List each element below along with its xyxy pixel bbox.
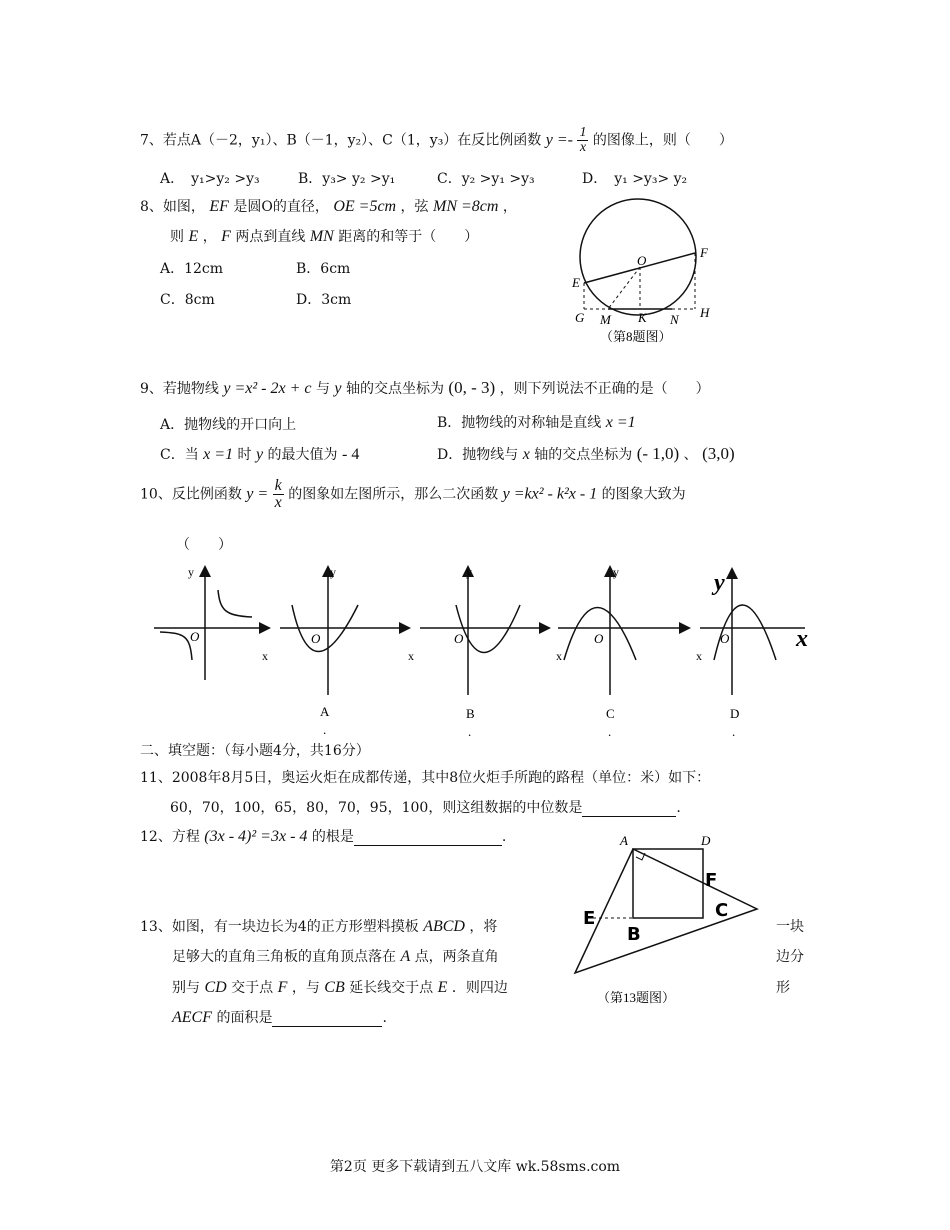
q10-ga-xlabel: x [262, 649, 268, 663]
q8-dashed-om [608, 267, 640, 309]
q7-stem [140, 126, 733, 155]
q7-option-d: D． y₁ >y₃> y₂ [582, 171, 688, 187]
q10-gc-xlabel: x [556, 649, 562, 663]
q9-option-d [437, 444, 735, 464]
q10-ga-origin: O [311, 631, 321, 646]
q9-opt-b-text: B．抛物线的对称轴是直线 [437, 415, 602, 431]
q9-stem-d: ，则下列说法不正确的是（ ） [499, 381, 710, 397]
q8-label-k: K [638, 310, 647, 325]
q9-option-c [160, 444, 359, 464]
q10-paren: （ ） [176, 537, 232, 553]
q9-opt-d-m2: (- 1,0) [636, 444, 680, 463]
q13-line1-a: 13、如图，有一块边长为4的正方形塑料摸板 [140, 919, 419, 935]
q9-stem-b: 与 [315, 381, 330, 397]
q8-figure [560, 195, 730, 350]
section2-title: 二、填空题：（每小题4分，共16分） [140, 743, 370, 759]
q9-opt-c-m1: x =1 [203, 446, 234, 463]
q8-line1-b: 是圆O的直径， [233, 199, 329, 215]
q13-line1 [140, 916, 497, 936]
q8-mn2: MN [309, 228, 334, 245]
q13-line1-b: ，将 [469, 919, 498, 935]
q8-label-n: N [670, 312, 679, 327]
q13-a: A [400, 948, 411, 965]
q13-line4 [172, 1007, 387, 1027]
q7-option-b: B．y₃> y₂ >y₁ [298, 171, 396, 187]
q10-choice-b-dot: . [468, 724, 472, 739]
q10-graph-b [408, 565, 548, 739]
q12-eq: (3x - 4)² =3x - 4 [204, 828, 308, 845]
q13-label-e: E [583, 908, 596, 929]
q13-triangle [575, 849, 757, 973]
q10-graph-d [696, 570, 808, 739]
q9-stem [140, 378, 710, 398]
q10-eq: y =kx² - k²x - 1 [502, 485, 598, 503]
page-footer: 第2页 更多下载请到五八文库 wk.58sms.com [329, 1159, 621, 1175]
q9-opt-c-t1: C．当 [160, 447, 199, 463]
q10-graphs [140, 560, 830, 745]
q7-func-lhs: y =- [545, 131, 573, 149]
q13-label-f: F [705, 870, 718, 891]
q9-opt-c-t3: 的最大值为 [267, 447, 338, 463]
q8-line2-c: 两点到直线 [235, 229, 306, 245]
q10-gb-ylabel: y [466, 565, 472, 579]
q11-line1: 11、2008年8月5日，奥运火炬在成都传递，其中8位火炬手所跑的路程（单位：米）如下： [140, 770, 711, 786]
q13-line3 [172, 977, 508, 997]
q8-label-o: O [637, 253, 647, 268]
q8-label-h: H [700, 305, 710, 320]
q7-fraction [577, 126, 588, 155]
q8-label-g: G [575, 310, 585, 325]
q10-graph-c [556, 565, 688, 739]
q10-gd-xlabel: x [796, 626, 808, 652]
q11-line2-text: 60，70，100，65，80，70，95，100，则这组数据的中位数是 [170, 800, 583, 816]
q7-stem-a: 7、若点A（－2，y₁）、B（－1，y₂）、C（1，y₃）在反比例函数 [140, 132, 542, 149]
q8-line2 [170, 226, 478, 246]
q10-choice-b: B [466, 706, 475, 721]
q13-line3-d: 延长线交于点 [349, 980, 434, 996]
q13-answer-blank[interactable] [272, 1012, 382, 1027]
q8-line2-d: 距离的和等于（ ） [338, 229, 479, 245]
q8-label-m: M [600, 312, 611, 327]
q13-label-b: B [627, 924, 641, 945]
q13-figure [565, 830, 770, 1010]
q13-line2-tail: 边分 [776, 949, 804, 965]
q13-line3-e: ．则四边 [451, 980, 508, 996]
q13-line3-a: 别与 [172, 980, 200, 996]
q10-stem-c: 的图象大致为 [601, 486, 686, 503]
q13-caption: （第13题图） [597, 990, 676, 1005]
q11-end: . [676, 800, 681, 816]
q8-e: E [188, 228, 199, 245]
q9-opt-b-math: x =1 [605, 414, 636, 431]
q10-fraction [273, 478, 284, 511]
q9-opt-d-m3: (3,0) [702, 444, 735, 463]
q13-line2 [172, 946, 499, 966]
q10-gc-origin: O [594, 631, 604, 646]
q9-opt-c-m2: y [255, 446, 264, 463]
q13-line2-b: 点，两条直角 [414, 949, 499, 965]
q12-answer-blank[interactable] [354, 831, 502, 846]
q9-eq: y =x² - 2x + c [223, 380, 312, 397]
q10-frac-num: k [274, 477, 282, 494]
q9-stem-a: 9、若抛物线 [140, 381, 219, 397]
q8-line1-d: ， [502, 199, 517, 215]
q13-e: E [437, 979, 448, 996]
q10-lhs: y = [246, 485, 269, 503]
q10-graph-hyperbola [154, 565, 268, 680]
q13-cb: CB [324, 979, 345, 996]
q10-stem [140, 478, 686, 511]
q10-stem-b: 的图象如左图所示，那么二次函数 [288, 486, 499, 503]
q10-choice-a: A [320, 704, 330, 719]
q10-frac-den: x [274, 494, 282, 511]
q13-aecf: AECF [172, 1009, 212, 1026]
q10-choice-c-dot: . [608, 724, 612, 739]
q13-line4-b: 的面积是 [216, 1010, 273, 1026]
q7-stem-b: 的图像上，则（ ） [592, 132, 733, 149]
q8-line2-a: 则 [170, 229, 184, 245]
q13-line3-tail: 形 [776, 980, 790, 996]
q13-label-d: D [701, 833, 711, 848]
q13-line3-c: ，与 [291, 980, 320, 996]
q13-line3-b: 交于点 [231, 980, 274, 996]
q12-end: . [501, 829, 507, 845]
q7-frac-den: x [579, 140, 587, 155]
q10-gd-origin: O [720, 631, 730, 646]
q9-opt-d-t2: 轴的交点坐标为 [534, 447, 633, 463]
q13-cd: CD [204, 979, 227, 996]
q10-gd-xlabel-small: x [696, 649, 702, 663]
q13-abcd: ABCD [423, 918, 465, 935]
q10-stem-a: 10、反比例函数 [140, 486, 242, 503]
q9-opt-d-t3: 、 [683, 447, 698, 463]
q10-choice-c: C [606, 706, 615, 721]
q10-choice-d: D [730, 706, 740, 721]
q13-f: F [277, 979, 288, 996]
q13-square [633, 849, 703, 918]
q10-gd-ylabel: y [714, 570, 725, 596]
q9-option-b [437, 412, 636, 432]
q9-opt-c-m3: - 4 [342, 446, 360, 463]
q8-label-f: F [700, 245, 708, 260]
q10-gc-ylabel: y [613, 565, 619, 579]
q10-gb-xlabel: x [408, 649, 414, 663]
q13-end: . [382, 1010, 387, 1026]
q8-option-c: C．8cm [160, 292, 215, 308]
q13-line2-a: 足够大的直角三角板的直角顶点落在 [172, 949, 396, 965]
q10-gb-origin: O [454, 631, 464, 646]
q8-f: F [221, 228, 231, 245]
q8-caption: （第8题图） [600, 329, 672, 344]
q8-label-e: E [572, 275, 580, 290]
q12-stem-b: 的根是 [311, 829, 354, 845]
q8-line1 [140, 196, 517, 216]
q8-line2-b: ， [202, 229, 217, 245]
q9-option-a: A．抛物线的开口向上 [160, 417, 297, 433]
q8-line1-a: 8、如图， [140, 199, 205, 215]
q10-g0-ylabel: y [188, 565, 194, 579]
q7-option-a: A． y₁>y₂ >y₃ [160, 171, 260, 187]
q9-opt-c-t2: 时 [237, 447, 252, 463]
q8-line1-c: ，弦 [400, 199, 429, 215]
q7-option-c: C．y₂ >y₁ >y₃ [437, 171, 535, 187]
q8-ef: EF [209, 198, 229, 215]
q13-label-a: A [620, 833, 628, 848]
q8-option-a: A．12cm [160, 261, 224, 277]
q9-y: y [334, 380, 342, 397]
q7-frac-num: 1 [579, 125, 587, 140]
q8-option-d: D．3cm [296, 292, 352, 308]
q8-oe: OE =5cm [333, 198, 397, 215]
q10-choice-d-dot: . [732, 724, 736, 739]
q8-option-b: B．6cm [296, 261, 351, 277]
q12-stem-a: 12、方程 [140, 829, 200, 845]
q9-opt-d-t1: D．抛物线与 [437, 447, 519, 463]
q10-choice-a-dot: . [323, 722, 327, 737]
q10-graph-a [262, 565, 408, 737]
q12-line [140, 826, 506, 846]
q9-opt-d-m1: x [522, 446, 530, 463]
q13-line1-tail: 一块 [776, 919, 804, 935]
q8-mn: MN =8cm [433, 198, 499, 215]
q10-g0-origin: O [190, 629, 200, 644]
q9-stem-c: 轴的交点坐标为 [345, 381, 444, 397]
q10-ga-ylabel: y [330, 565, 336, 579]
q11-answer-blank[interactable] [582, 802, 676, 817]
q13-label-c: C [715, 900, 729, 921]
q9-pt: (0, - 3) [448, 378, 496, 397]
q11-line2 [170, 797, 681, 817]
